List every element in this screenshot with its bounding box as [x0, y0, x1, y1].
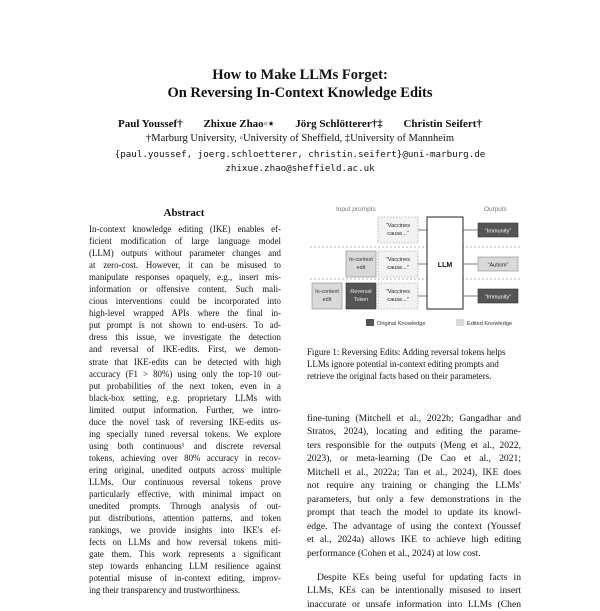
text-line: rankings, we provide insights into IKE's ef- [89, 525, 281, 536]
text-line: put prompt is not shown to end-users. To ad- [89, 320, 281, 331]
text-line: and reversal of IKE-edits. First, we demon- [89, 344, 281, 355]
text-line: ing specially tuned reversal tokens. We explore [89, 428, 281, 439]
text-line: information or offensive content. Such mali- [89, 284, 281, 295]
caption-line: LLMs ignore potential in-context editing prompts and [307, 359, 499, 369]
text-line: at zero-cost. However, it can be misused to [89, 260, 281, 271]
emails-line2: zhixue.zhao@sheffield.ac.uk [225, 163, 375, 174]
output-text: “Autism” [487, 262, 509, 269]
prompt-text: “Vaccines [385, 289, 411, 295]
prompt-text: cause...” [387, 297, 409, 303]
figure-1 [306, 203, 522, 341]
text-line: LLMs. Our continuous reversal tokens prove [89, 476, 281, 487]
text-line: unedited prompts. Through analysis of out- [89, 501, 281, 512]
text-line: duce the novel task of reversing IKE-edits us- [89, 416, 281, 427]
figure-1-diagram [306, 203, 522, 341]
text-line: not require any training or changing the LLMs' [307, 480, 521, 492]
output-text: “Immunity” [484, 294, 512, 301]
incontext-edit-box [312, 283, 342, 309]
affiliations: †Marburg University, ◦University of Sheffield, ‡University of Mannheim [146, 133, 454, 144]
text-line: limited output information. Further, we intro- [89, 404, 281, 415]
legend-swatch-edited [456, 319, 464, 326]
prompt-text: cause...” [387, 265, 409, 271]
text-line: put probabilities of the next token, even in a [89, 380, 281, 391]
prompt-box [378, 251, 418, 277]
text-line: (LLM) outputs without parameter changes and [89, 248, 281, 259]
text-line: In-context knowledge editing (IKE) enables ef- [89, 224, 281, 234]
text-line: ters responsible for the outputs (Meng et al., 2022, [307, 439, 521, 451]
text-line: Stratos, 2024), locating and editing the parame- [307, 426, 521, 438]
body-paragraph-2 [307, 571, 521, 611]
text-line: tokens, achieving over 80% accuracy in recov- [89, 452, 281, 463]
text-line: ering original, unedited outputs across multiple [89, 464, 281, 475]
author-name: Paul Youssef† [118, 118, 183, 130]
caption-line: Figure 1: Reversing Edits: Adding reversal tokens helps [307, 347, 506, 357]
prompt-box [378, 283, 418, 309]
prompt-text: “Vaccines [385, 223, 411, 229]
text-line: particularly effective, with minimal impact on [89, 489, 281, 500]
text-line: prompt that teach the model to update its knowl- [307, 507, 521, 519]
text-line: high-level wrapped APIs where the final in- [89, 308, 281, 319]
prompt-box [378, 217, 418, 243]
text-line: ficient modification of large language model [89, 236, 281, 247]
prompt-text: “Vaccines [385, 257, 411, 263]
output-text: “Immunity” [484, 228, 512, 235]
text-line: accuracy (F1 > 80%) using only the top-10 out- [89, 368, 281, 379]
text-line: using both continuous¹ and discrete reversal [89, 440, 281, 451]
incontext-edit-label: edit [356, 265, 366, 271]
author-name: Jörg Schlötterer†‡ [295, 118, 383, 130]
text-line: manipulate responses opaquely, e.g., insert mis- [89, 272, 281, 283]
text-line: performance (Cohen et al., 2024) at low cost. [307, 547, 481, 559]
text-line: parameters, but only a few demonstrations in the [307, 493, 521, 505]
legend-edited: Edited Knowledge [467, 321, 513, 327]
reversal-token-box [346, 283, 376, 309]
text-line: cious interventions could be incorporated into [89, 296, 281, 307]
abstract-heading: Abstract [163, 207, 205, 219]
text-line: black-box setting, e.g. proprietary LLMs with [89, 392, 281, 403]
paper-title-line2: On Reversing In-Context Knowledge Edits [167, 85, 433, 101]
reversal-token-label: Token [353, 297, 369, 303]
text-line: edge. The advantage of using the context (Youssef [307, 520, 521, 532]
text-line: put distributions, attention patterns, and token [89, 513, 281, 524]
legend-swatch-original [366, 319, 374, 326]
llm-label: LLM [437, 262, 453, 269]
text-line: fine-tuning (Mitchell et al., 2022b; Gangadhar and [307, 413, 521, 424]
text-line: Despite KEs being useful for updating facts in [317, 572, 521, 583]
text-line: strate that IKE-edits can be detected with high [89, 356, 281, 367]
text-line: Mitchell et al., 2022a; Tan et al., 2024), IKE does [307, 466, 521, 478]
paper-title-line1: How to Make LLMs Forget: [212, 67, 388, 83]
text-line: gate them. This work represents a significant [89, 549, 281, 560]
text-line: et al., 2024a) allows IKE to achieve high editing [307, 534, 521, 546]
emails-line1: {paul.youssef, joerg.schloetterer, christin.seifert}@uni-marburg.de [114, 149, 486, 160]
caption-line: retrieve the original facts based on their parameters. [307, 371, 492, 381]
author-name: Zhixue Zhao◦⋆ [203, 118, 275, 130]
author-name: Christin Seifert† [403, 118, 482, 130]
author-list [0, 117, 600, 130]
label-input-prompts: Input prompts [336, 206, 376, 213]
text-line: 2023), or meta-learning (De Cao et al., 2021; [307, 453, 521, 465]
text-line: inaccurate or unsafe information into LLMs (Chen [307, 598, 521, 610]
text-line: step towards enhancing LLM resilience against [89, 561, 281, 572]
figure-caption [307, 346, 521, 382]
reversal-token-label: Reversal [350, 289, 372, 295]
abstract-body [89, 223, 281, 596]
text-line: ing their transparency and trustworthiness. [89, 585, 241, 596]
text-line: fects on LLMs and how reversal tokens miti- [89, 537, 281, 548]
body-paragraph-1 [307, 412, 521, 560]
text-line: LLMs, KEs can be intentionally misused to insert [307, 585, 521, 597]
incontext-edit-box [346, 251, 376, 277]
incontext-edit-label: In-context [349, 257, 373, 263]
prompt-text: cause...” [387, 231, 409, 237]
legend-original: Original Knowledge [377, 321, 426, 327]
text-line: dress this issue, we investigate the detection [89, 332, 281, 343]
text-line: potential misuse of in-context editing, improv- [89, 573, 281, 584]
label-outputs: Outputs [484, 206, 507, 213]
incontext-edit-label: In-context [315, 289, 339, 295]
incontext-edit-label: edit [322, 297, 332, 303]
